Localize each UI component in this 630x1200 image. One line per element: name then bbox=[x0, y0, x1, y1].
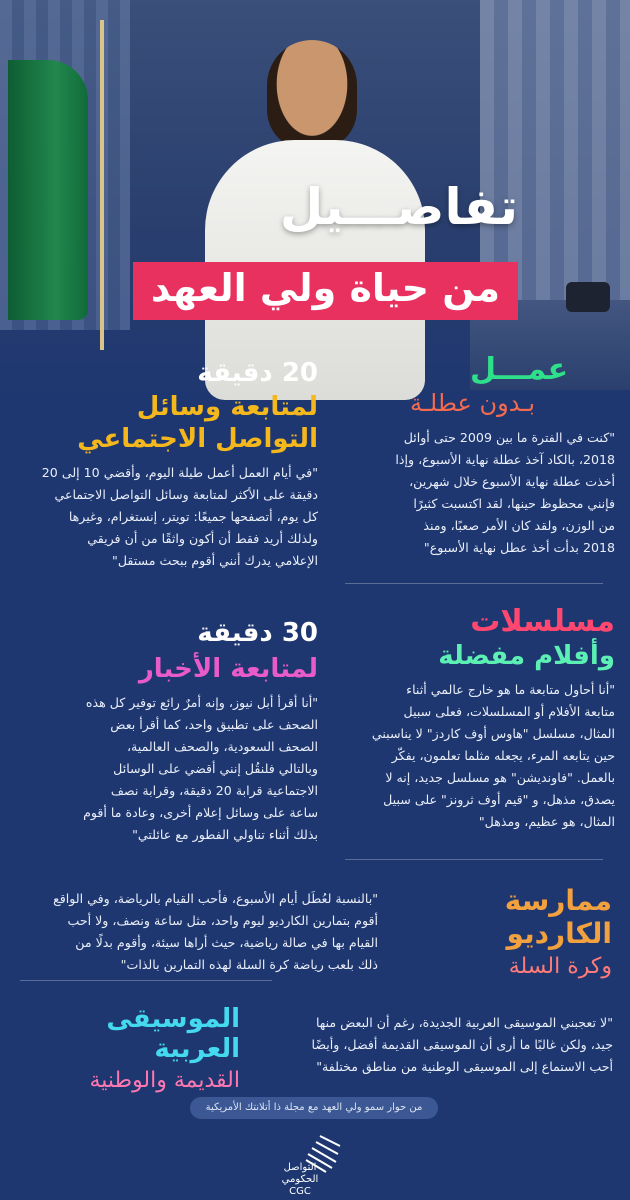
section-subtitle: وأفلام مفضلة bbox=[438, 641, 615, 671]
section-quote: "كنت في الفترة ما بين 2009 حتى أوائل 2018، بالكاد آخذ عطلة نهاية الأسبوع، وإذا أخذت عطلة نهاية الأسبوع خلال شهرين، فإنني محظوظ حينها، لقد اكتسبت كثيرًا من الوزن، ولقد كان الأمر صعبًا، ومنذ 2018 بدأت أخذ عطل نهاية الأسبوع" bbox=[395, 430, 615, 555]
section-music-title bbox=[30, 1004, 240, 1093]
section-subtitle: لمتابعة وسائل bbox=[136, 392, 318, 422]
section-quote: "أنا أحاول متابعة ما هو خارج عالمي أثناء متابعة الأفلام أو المسلسلات، فعلى سبيل المثال، مسلسل "هاوس أوف كاردز" لا يناسبني حين يتابعه المرء، يجعله مثلما تعلمون، يفكّر بالعمل. "فاونديشن" هو مسلسل جديد، إنه لا يصدق، مذهل، و "قيم أوف ثرونز" على سبيل المثال، هو عظيم، ومذهل" bbox=[371, 682, 615, 829]
page-subtitle: من حياة ولي العهد bbox=[133, 262, 518, 320]
section-quote: "أنا أقرأ أبل نيوز، وإنه أمرٌ رائع توفير كل هذه الصحف على تطبيق واحد، كما أقرأ بعض الصحف السعودية، والصحف العالمية، وبالتالي فلنقُل إنني أقضي على الوسائل الاجتماعية قرابة 20 دقيقة، وقرابة نصف ساعة على وسائل إعلام أخرى، وعادة ما أقوم بذلك أثناء تناولي الفطور مع عائلتي" bbox=[83, 695, 318, 842]
section-cardio-title bbox=[390, 884, 612, 979]
divider bbox=[345, 859, 603, 860]
section-series bbox=[330, 604, 615, 833]
saudi-flag-icon bbox=[8, 60, 88, 320]
section-subtitle: لمتابعة الأخبار bbox=[138, 654, 318, 684]
curtain-right bbox=[480, 0, 630, 300]
section-quote: "في أيام العمل أعمل طيلة اليوم، وأقضي 10 إلى 20 دقيقة على الأكثر لمتابعة وسائل التواصل الاجتماعي كل يوم، أتصفحها جميعًا: تويتر، إنستغرام، وغيرها ولذلك أريد فقط أن أكون واثقًا من أن فريقي الإعلامي يدرك أنني أقوم ببحث مستقل" bbox=[41, 465, 318, 568]
section-title: عمـــل bbox=[470, 352, 569, 387]
section-subtitle-2: التواصل الاجتماعي bbox=[77, 424, 318, 454]
divider bbox=[20, 980, 272, 981]
section-title: الموسيقى العربية bbox=[106, 1004, 240, 1064]
section-news bbox=[18, 618, 318, 846]
section-social-media bbox=[18, 358, 318, 572]
section-music-quote: "لا تعجبني الموسيقى العربية الجديدة، رغم أن البعض منها جيد، ولكن غالبًا ما أرى أن الموسيقى القديمة أفضل، وأيضًا أحب الاستماع إلى الموسيقى الوطنية من مناطق مختلفة" bbox=[311, 1015, 613, 1074]
section-work bbox=[330, 352, 615, 559]
section-title: 20 دقيقة bbox=[197, 358, 318, 388]
section-title: مسلسلات bbox=[470, 604, 615, 639]
section-title: 30 دقيقة bbox=[197, 618, 318, 648]
phone-icon bbox=[566, 282, 610, 312]
logo-text: التواصل الحكومي CGC bbox=[281, 1162, 319, 1197]
section-title: ممارسة الكارديو bbox=[504, 884, 612, 950]
section-subtitle: بـدون عطلـة bbox=[410, 389, 536, 417]
page-title: تفاصـــيل bbox=[279, 178, 518, 236]
section-cardio-quote: "بالنسبة لعُطَل أيام الأسبوع، فأحب القيام بالرياضة، وفي الواقع أقوم بتمارين الكارديو ليوم واحد، مثل ساعة ونصف، ولا أحب القيام بها في صالة رياضية، حيث أراها سيئة، وأقوم بدلًا من ذلك بلعب رياضة كرة السلة لهذه التمارين بالذات" bbox=[53, 891, 378, 972]
flag-pole bbox=[100, 20, 104, 350]
divider bbox=[345, 583, 603, 584]
source-note: من حوار سمو ولي العهد مع مجلة ذا أتلانتك الأمريكية bbox=[190, 1097, 438, 1119]
section-subtitle: وكرة السلة bbox=[508, 954, 612, 979]
section-subtitle: القديمة والوطنية bbox=[89, 1068, 240, 1093]
